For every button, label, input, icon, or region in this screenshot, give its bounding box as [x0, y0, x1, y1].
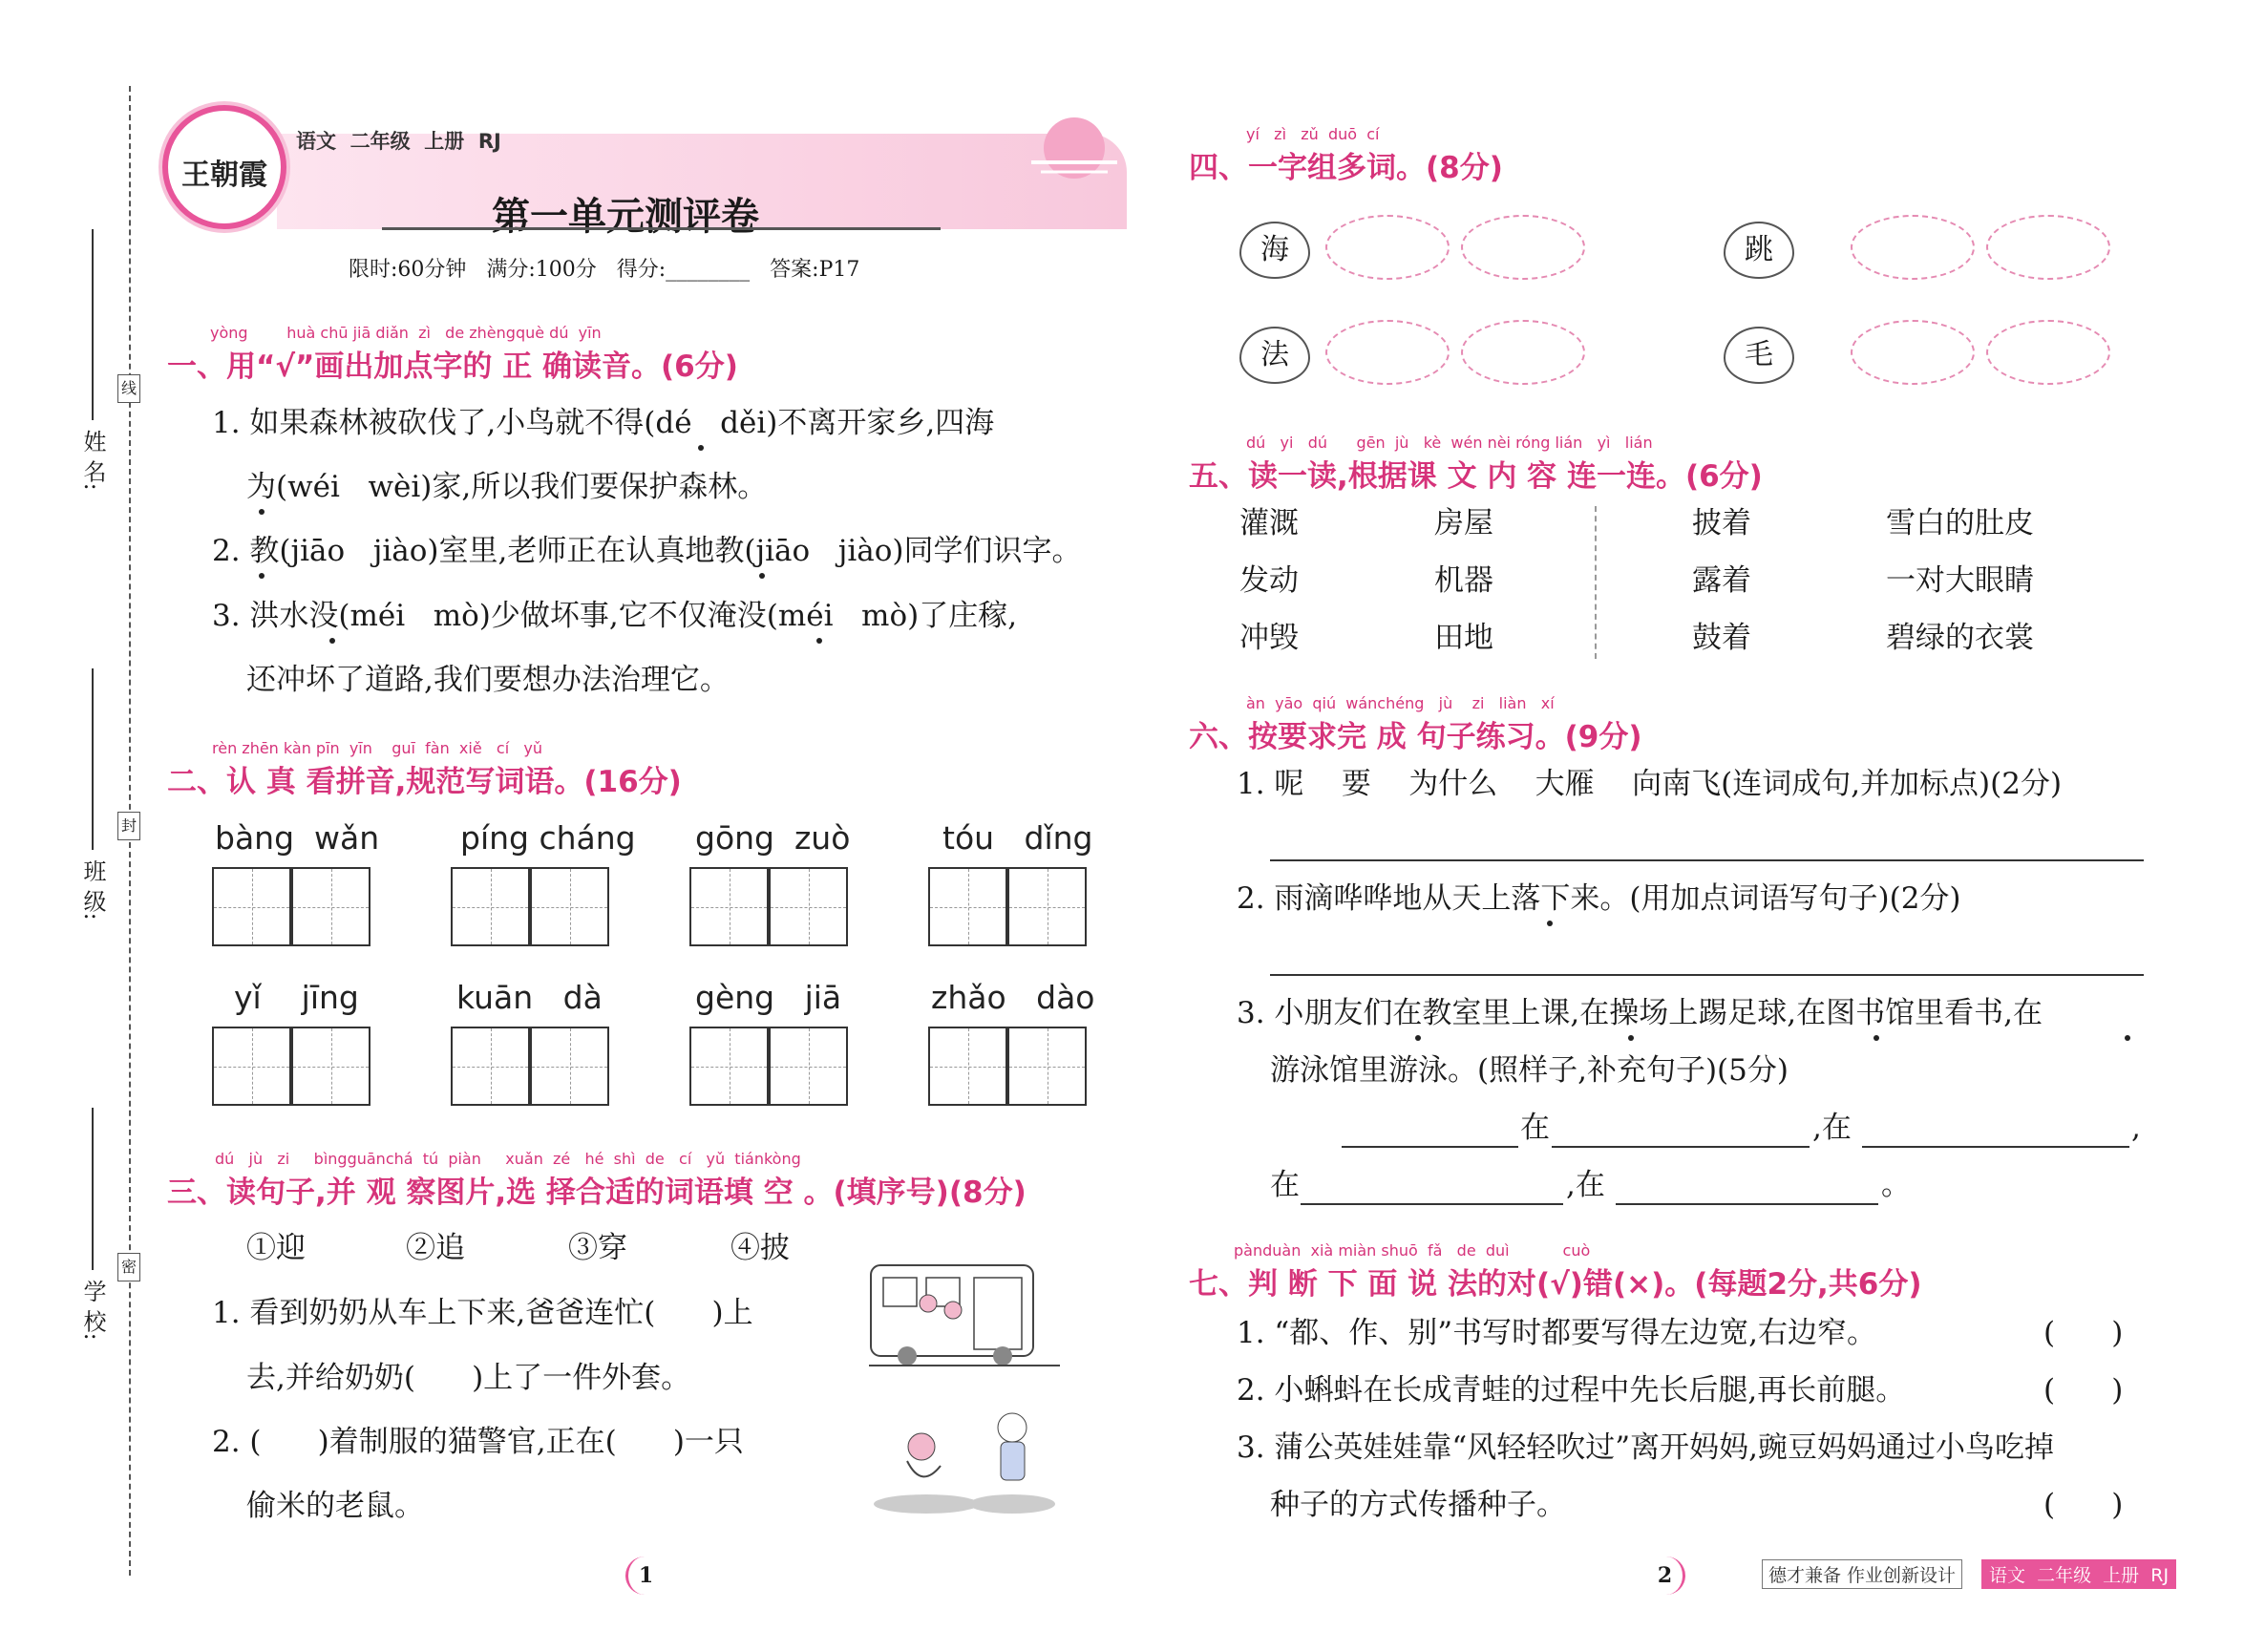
option-3: ③穿: [568, 1231, 627, 1265]
answer-paren[interactable]: ( ): [2043, 1373, 2124, 1408]
s6-pinyin: àn yāo qiú wánchéng jù zi liàn xí: [1246, 694, 1555, 712]
page-number-left: 1: [625, 1557, 664, 1595]
answer-paren[interactable]: ( ): [2043, 1488, 2124, 1522]
s3-q2-line1: 2. ( )着制服的猫警官,正在( )一只: [212, 1425, 744, 1459]
answer-oval[interactable]: [1851, 215, 1975, 280]
binding-mark-feng: 封: [117, 812, 140, 840]
s3-q2-line2: 偷米的老鼠。: [246, 1489, 424, 1523]
s1-q3-line2: 还冲坏了道路,我们要想办法治理它。: [246, 663, 730, 697]
subject-line: 语文 二年级 上册 RJ: [296, 130, 501, 153]
char-leaf: 毛: [1724, 327, 1794, 384]
writing-grid-cell[interactable]: [928, 867, 1007, 946]
fill-blank[interactable]: [1342, 1146, 1518, 1148]
match-word[interactable]: 披着: [1692, 506, 1751, 540]
writing-grid-cell[interactable]: [769, 867, 848, 946]
answer-oval[interactable]: [1461, 215, 1585, 280]
emphasis-dot: [1547, 921, 1553, 926]
fill-blank[interactable]: [1616, 1203, 1878, 1205]
answer-oval[interactable]: [1986, 215, 2110, 280]
page-title: 第一单元测评卷: [492, 195, 759, 239]
title-underline: [382, 227, 941, 230]
writing-grid-cell[interactable]: [1007, 867, 1087, 946]
answer-oval[interactable]: [1461, 320, 1585, 385]
pinyin-word: kuān dà: [456, 979, 603, 1016]
bus-illustration: [869, 1260, 1060, 1370]
match-word[interactable]: 碧绿的衣裳: [1886, 621, 2034, 655]
s6-q3-line2: 游泳馆里游泳。(照样子,补充句子)(5分): [1270, 1053, 1789, 1088]
s2-title: 二、认 真 看拼音,规范写词语。(16分): [167, 765, 682, 799]
zai-label: 在: [1270, 1168, 1300, 1202]
pinyin-word: bàng wǎn: [215, 819, 380, 857]
match-word[interactable]: 一对大眼睛: [1886, 563, 2034, 598]
series-label: 德才兼备 作业创新设计: [1762, 1559, 1962, 1589]
s1-q1-line2: 为(wéi wèi)家,所以我们要保护森林。: [246, 470, 768, 504]
s7-q3-line1: 3. 蒲公英娃娃靠“风轻轻吹过”离开妈妈,豌豆妈妈通过小鸟吃掉: [1237, 1430, 2054, 1465]
writing-grid-cell[interactable]: [689, 1027, 769, 1106]
cat-mouse-illustration: [869, 1404, 1060, 1518]
comma-label: ,: [2131, 1111, 2141, 1145]
match-word[interactable]: 机器: [1434, 563, 1493, 598]
s2-pinyin: rèn zhēn kàn pīn yīn guī fàn xiě cí yǔ: [212, 739, 543, 757]
emphasis-dot: [1628, 1035, 1634, 1041]
emphasis-dot: [1415, 1035, 1421, 1041]
char-leaf: 法: [1239, 327, 1310, 384]
s6-q1: 1. 呢 要 为什么 大雁 向南飞(连词成句,并加标点)(2分): [1237, 767, 2063, 801]
s7-q1: 1. “都、作、别”书写时都要写得左边宽,右边窄。: [1237, 1316, 1876, 1350]
page-number-right: 2: [1647, 1557, 1685, 1595]
s5-title: 五、读一读,根据课 文 内 容 连一连。(6分): [1189, 459, 1763, 494]
option-1: ①迎: [246, 1231, 306, 1265]
s3-q1-line2: 去,并给奶奶( )上了一件外套。: [246, 1361, 691, 1395]
match-word[interactable]: 灌溉: [1239, 506, 1299, 540]
emphasis-dot: [329, 638, 335, 644]
s1-q1-line1: 1. 如果森林被砍伐了,小鸟就不得(dé děi)不离开家乡,四海: [212, 406, 995, 440]
pinyin-word: tóu dǐng: [942, 819, 1093, 857]
answer-oval[interactable]: [1325, 215, 1450, 280]
match-word[interactable]: 鼓着: [1692, 621, 1751, 655]
period-label: 。: [1881, 1168, 1911, 1202]
s7-q3-line2: 种子的方式传播种子。: [1270, 1488, 1566, 1522]
emphasis-dot: [1874, 1035, 1879, 1041]
sun-decoration: [1022, 105, 1127, 181]
match-word[interactable]: 田地: [1434, 621, 1493, 655]
school-line: [92, 1108, 94, 1270]
s7-q2: 2. 小蝌蚪在长成青蛙的过程中先长后腿,再长前腿。: [1237, 1373, 1906, 1408]
writing-grid-cell[interactable]: [689, 867, 769, 946]
comma-zai-label: ,在: [1812, 1111, 1852, 1145]
char-leaf: 跳: [1724, 222, 1794, 279]
school-label: 学 校:: [79, 1280, 106, 1341]
writing-grid-cell[interactable]: [212, 1027, 291, 1106]
answer-paren[interactable]: ( ): [2043, 1316, 2124, 1350]
match-word[interactable]: 露着: [1692, 563, 1751, 598]
s1-title: 一、用“√”画出加点字的 正 确读音。(6分): [167, 349, 738, 384]
pinyin-word: zhǎo dào: [931, 979, 1095, 1016]
s3-q1-line1: 1. 看到奶奶从车上下来,爸爸连忙( )上: [212, 1296, 753, 1330]
pinyin-word: gèng jiā: [695, 979, 842, 1016]
emphasis-dot: [259, 509, 265, 515]
brand-name: 王朝霞: [181, 159, 267, 192]
fill-blank[interactable]: [1552, 1146, 1810, 1148]
s1-q3-line1: 3. 洪水没(méi mò)少做坏事,它不仅淹没(méi mò)了庄稼,: [212, 599, 1018, 633]
pinyin-word: gōng zuò: [695, 819, 851, 857]
match-word[interactable]: 雪白的肚皮: [1886, 506, 2034, 540]
exam-info: 限时:60分钟 满分:100分 得分:________ 答案:P17: [349, 258, 860, 282]
s3-title: 三、读句子,并 观 察图片,选 择合适的词语填 空 。(填序号)(8分): [167, 1175, 1027, 1210]
pinyin-word: píng cháng: [460, 819, 636, 857]
writing-grid-cell[interactable]: [291, 1027, 370, 1106]
match-word[interactable]: 发动: [1239, 563, 1299, 598]
s4-title: 四、一字组多词。(8分): [1189, 151, 1503, 185]
s4-pinyin: yí zì zǔ duō cí: [1246, 125, 1380, 143]
writing-grid-cell[interactable]: [530, 1027, 609, 1106]
answer-oval[interactable]: [1851, 320, 1975, 385]
class-line: [92, 668, 94, 850]
emphasis-dot: [259, 573, 265, 579]
writing-grid-cell[interactable]: [1007, 1027, 1087, 1106]
option-2: ②追: [406, 1231, 465, 1265]
name-label: 姓 名:: [79, 430, 106, 491]
brand-logo: [162, 105, 286, 229]
writing-grid-cell[interactable]: [769, 1027, 848, 1106]
comma-zai-label: ,在: [1566, 1168, 1605, 1202]
s5-pinyin: dú yi dú gēn jù kè wén nèi róng lián yì lián: [1246, 434, 1653, 452]
s3-pinyin: dú jù zi bìngguānchá tú piàn xuǎn zé hé shì de cí yǔ tiánkòng: [215, 1150, 801, 1168]
writing-grid-cell[interactable]: [212, 867, 291, 946]
answer-oval[interactable]: [1325, 320, 1450, 385]
s6-q3-line1: 3. 小朋友们在教室里上课,在操场上踢足球,在图书馆里看书,在: [1237, 996, 2043, 1030]
writing-grid-cell[interactable]: [451, 1027, 530, 1106]
zai-label: 在: [1520, 1111, 1550, 1145]
binding-mark-xian: 线: [117, 374, 140, 403]
answer-oval[interactable]: [1986, 320, 2110, 385]
emphasis-dot: [2125, 1035, 2130, 1041]
writing-grid-cell[interactable]: [451, 867, 530, 946]
option-4: ④披: [730, 1231, 790, 1265]
footer-tag: 语文 二年级 上册 RJ: [1981, 1559, 2176, 1589]
writing-grid-cell[interactable]: [291, 867, 370, 946]
writing-grid-cell[interactable]: [530, 867, 609, 946]
answer-line[interactable]: [1270, 859, 2144, 861]
column-divider: [1595, 506, 1597, 659]
s6-q2: 2. 雨滴哗哗地从天上落下来。(用加点词语写句子)(2分): [1237, 881, 1961, 916]
s7-pinyin: pànduàn xià miàn shuō fǎ de duì cuò: [1234, 1241, 1591, 1260]
pinyin-word: yǐ jīng: [234, 979, 359, 1016]
match-word[interactable]: 冲毁: [1239, 621, 1299, 655]
emphasis-dot: [759, 573, 765, 579]
fill-blank[interactable]: [1862, 1146, 2129, 1148]
s1-pinyin: yòng huà chū jiā diǎn zì de zhèngquè dú yīn: [210, 324, 602, 342]
fill-blank[interactable]: [1301, 1203, 1563, 1205]
name-line: [92, 229, 94, 420]
match-word[interactable]: 房屋: [1434, 506, 1493, 540]
class-label: 班 级:: [79, 859, 106, 921]
s1-q2: 2. 教(jiāo jiào)室里,老师正在认真地教(jiāo jiào)同学们识字。: [212, 534, 1082, 568]
char-leaf: 海: [1239, 222, 1310, 279]
s6-title: 六、按要求完 成 句子练习。(9分): [1189, 720, 1642, 754]
emphasis-dot: [698, 445, 704, 451]
writing-grid-cell[interactable]: [928, 1027, 1007, 1106]
answer-line[interactable]: [1270, 974, 2144, 976]
s7-title: 七、判 断 下 面 说 法的对(√)错(×)。(每题2分,共6分): [1189, 1267, 1922, 1302]
emphasis-dot: [816, 638, 822, 644]
binding-mark-mi: 密: [117, 1253, 140, 1281]
